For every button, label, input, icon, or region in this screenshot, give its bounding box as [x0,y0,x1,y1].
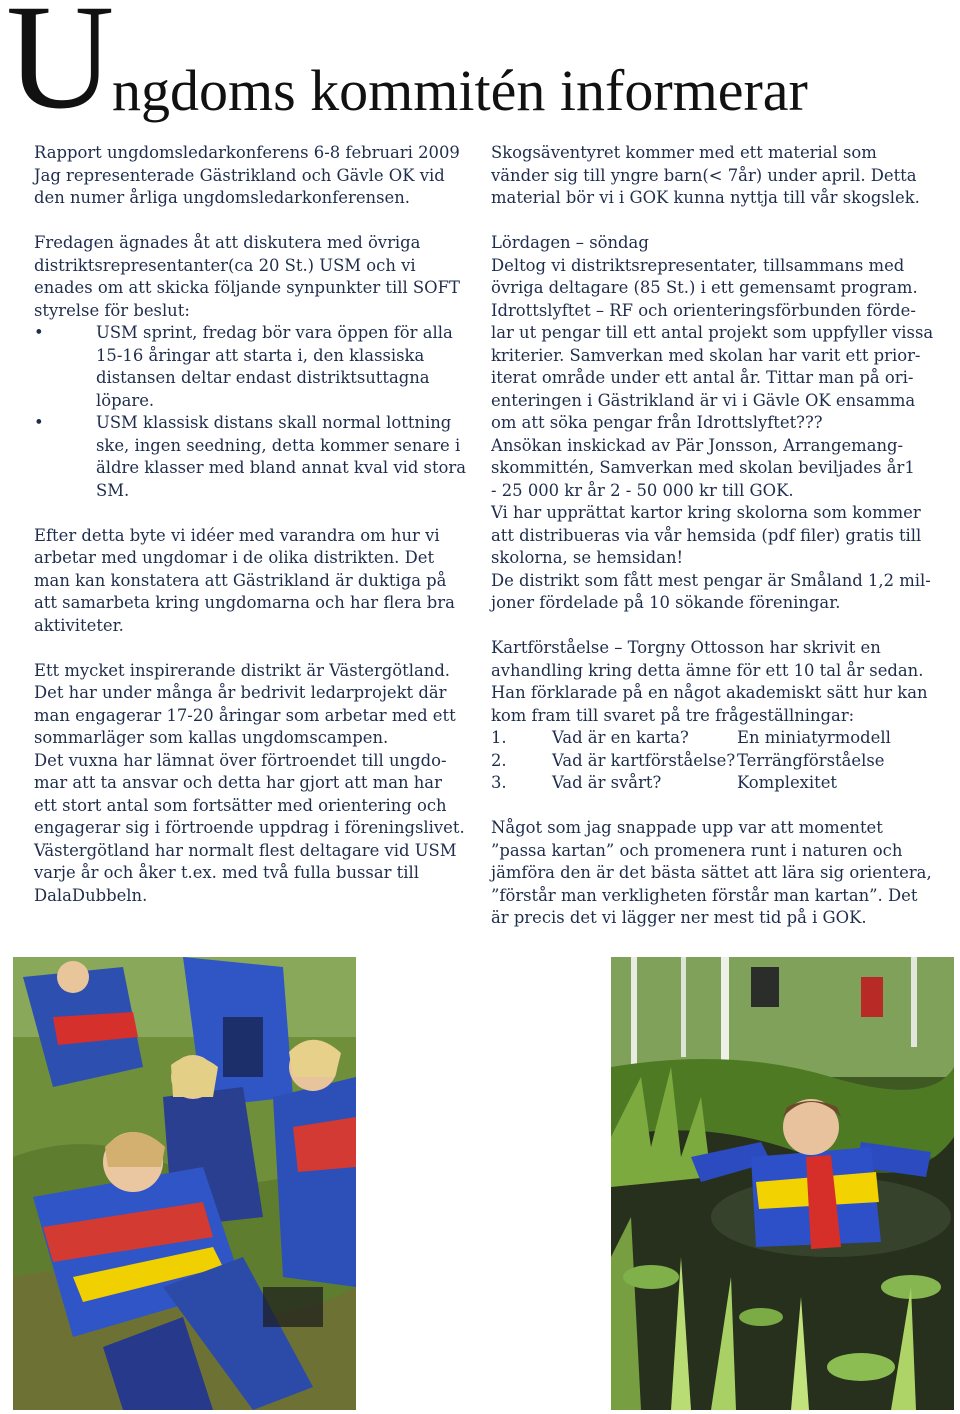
drop-cap-letter: U [6,0,115,140]
paragraph-ideas: Efter detta byte vi idéer med varandra om hur vi arbetar med ungdomar i de olika distrikten. Det man kan konstatera att Gästrikland är duktiga på att samarbeta kring ungdomarna och har flera bra aktiviteter. [34,525,455,635]
photo-girl-in-pond-image [611,957,954,1410]
paragraph-friday: Fredagen ägnades åt att diskutera med övriga distriktsrepresentanter(ca 20 St.) USM och vi enades om att skicka följande synpunkter till SOFT styrelse för beslut: [34,233,460,320]
paragraph-weekend: Lördagen – söndag Deltog vi distriktsrepresentater, tillsammans med övriga deltagare (85 St.) i ett gemensamt program. Idrottslyftet – RF och orienteringsförbunden förde- lar ut pengar till ett antal projekt som uppfyller vissa kriterier. Samverkan med skolan har varit ett prior- iterat område under ett antal år. Tittar man på ori- enteringen i Gästrikland är vi i Gävle OK ensamma om att söka pengar från Idrottslyftet??? Ansökan inskickad av Pär Jonsson, Arrangemang- skommittén, Samverkan med skolan beviljades år1 - 25 000 kr år 2 - 50 000 kr till GOK. Vi har upprättat kartor kring skolorna som kommer att distribueras via vår hemsida (pdf filer) gratis till skolorna, se hemsidan! De distrikt som fått mest pengar är Småland 1,2 mil- joner fördelade på 10 sökande föreningar. [491,233,934,612]
list-item: 1. Vad är en karta? En miniatyrmodell [491,728,891,747]
list-item: • USM klassisk distans skall normal lottning ske, ingen seedning, detta kommer senare i äldre klasser med bland annat kval vid stora SM. [34,413,467,500]
paragraph-momentet: Något som jag snappade upp var att momentet ”passa kartan” och promenera runt i naturen och jämföra den är det bästa sättet att lära sig orientera, ”förstår man verkligheten förstår man kartan”. Det är precis det vi lägger ner mest tid på i GOK. [491,818,932,927]
bullet-icon: • [34,323,44,342]
photo-children-playing-image [13,957,356,1410]
list-item: 3. Vad är svårt? Komplexitet [491,773,838,792]
photo-children-playing [13,957,356,1410]
paragraph-vastergotland: Ett mycket inspirerande distrikt är Västergötland. Det har under många år bedrivit ledarprojekt där man engagerar 17-20 åringar som arbetar med ett sommarläger som kallas ungdomscampen. Det vuxna har lämnat över förtroendet till ungdo- mar att ta ansvar och detta har gjort att man har ett stort antal som fortsätter med orientering och engagerar sig i förtroende uppdrag i föreningslivet. Västergötland har normalt flest deltagare vid USM varje år och åker t.ex. med två fulla bussar till DalaDubbeln. [34,660,465,905]
paragraph-report: Rapport ungdomsledarkonferens 6-8 februari 2009 Jag representerade Gästrikland och Gävle OK vid den numer årliga ungdomsledarkonferensen. [34,143,460,207]
paragraph-kartforstaelse: Kartförståelse – Torgny Ottosson har skrivit en avhandling kring detta ämne för ett 10 tal år sedan. Han förklarade på en något akademiskt sätt hur kan kom fram till svaret på tre frågeställningar: [491,638,928,725]
page-title: ngdoms kommitén informerar [112,58,808,123]
right-column [491,142,936,930]
list-item: • USM sprint, fredag bör vara öppen för alla 15-16 åringar att starta i, den klassiska distansen deltar endast distriktsuttagna löpare. [34,323,453,410]
left-column [34,142,474,907]
paragraph-skogsaventyret: Skogsäventyret kommer med ett material som vänder sig till yngre barn(< 7år) under april. Detta material bör vi i GOK kunna nyttja till vår skogslek. [491,143,920,207]
bullet-icon: • [34,413,44,432]
list-item: 2. Vad är kartförståelse? Terrängförståelse [491,750,885,770]
photo-girl-in-pond [611,957,954,1410]
